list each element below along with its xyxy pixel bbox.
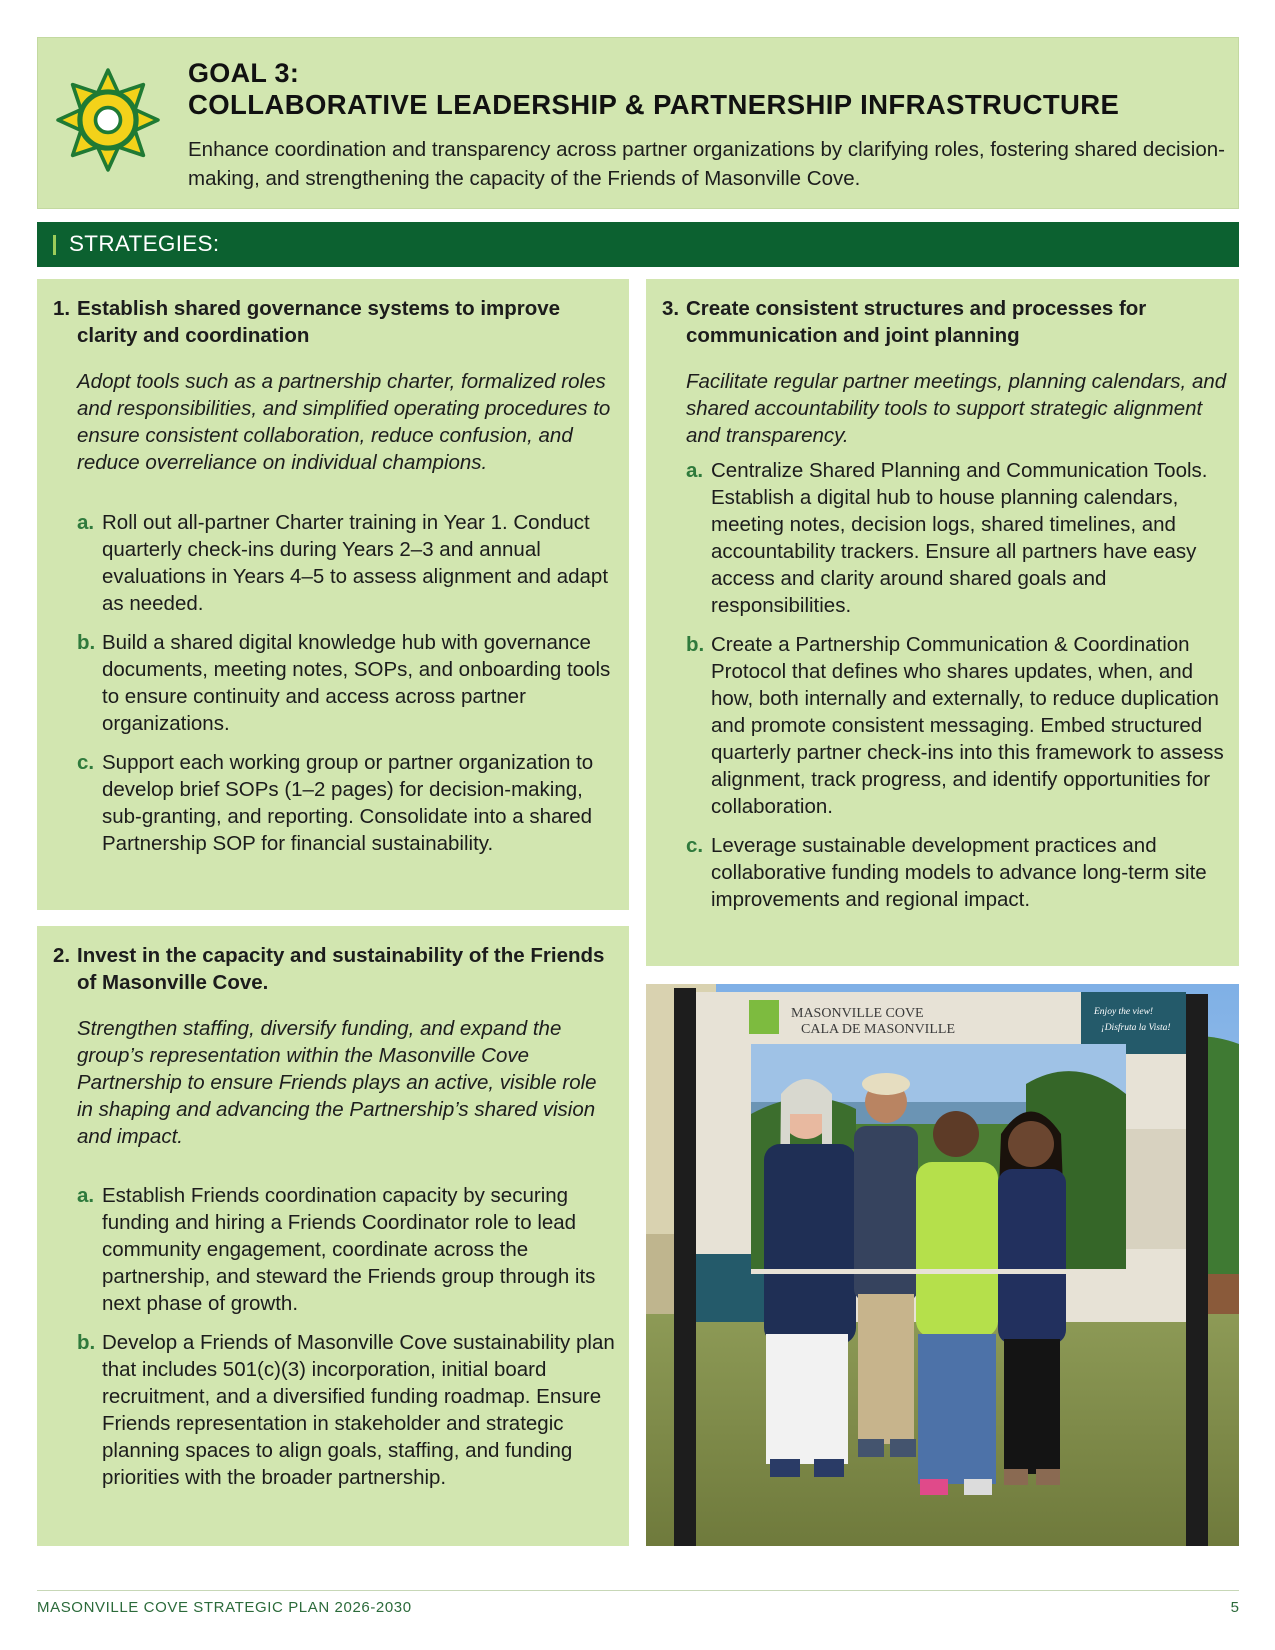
item-text: Create a Partnership Communication & Coordination Protocol that defines who shares updates, when, and how, both internally and externally, to reduce duplication and promote consistent messaging. Embed structured quarterly partner check-ins into this framework to assess alignment, track progress, and identify opportunities for collaboration.	[711, 633, 1224, 818]
item-text: Centralize Shared Planning and Communication Tools. Establish a digital hub to house planning calendars, meeting notes, decision logs, shared timelines, and accountability trackers. Ensure all partners have easy access and clarity around shared goals and responsibilities.	[711, 459, 1208, 617]
strategy-title-text: Invest in the capacity and sustainability of the Friends of Masonville Cove.	[77, 944, 605, 994]
strategy-number: 1.	[53, 297, 71, 320]
strategy-actions	[77, 1182, 619, 1503]
item-letter: b.	[686, 633, 705, 656]
item-letter: a.	[686, 459, 704, 482]
strategy-title	[53, 942, 615, 996]
strategy-actions	[686, 457, 1229, 925]
item-letter: c.	[686, 834, 704, 857]
item-text: Support each working group or partner organization to develop brief SOPs (1–2 pages) for decision-making, sub-granting, and reporting. Consolidate into a shared Partnership SOP for financial sustainability.	[102, 751, 594, 855]
footer-divider	[37, 1590, 1239, 1591]
partners-photo	[646, 984, 1239, 1546]
page-number: 5	[1230, 1599, 1239, 1616]
strategy-card-3	[646, 279, 1239, 966]
strategy-number: 2.	[53, 944, 71, 967]
goal-description: Enhance coordination and transparency across partner organizations by clarifying roles, fostering shared decision-making, and strengthening the capacity of the Friends of Masonville Cove.	[188, 138, 1225, 190]
item-letter: b.	[77, 1331, 96, 1354]
sign-tagline-en: Enjoy the view!	[1094, 1007, 1154, 1017]
strategy-intro: Facilitate regular partner meetings, planning calendars, and shared accountability tools to support strategic alignment and transparency.	[686, 370, 1227, 447]
strategy-title-text: Establish shared governance systems to improve clarity and coordination	[77, 297, 561, 347]
sign-tagline-es: ¡Disfruta la Vista!	[1101, 1023, 1171, 1033]
list-item	[686, 457, 1229, 619]
list-item	[77, 749, 619, 857]
sun-icon	[56, 68, 160, 172]
list-item	[77, 1182, 619, 1317]
item-letter: a.	[77, 511, 95, 534]
sign-subtitle: CALA DE MASONVILLE	[801, 1022, 955, 1037]
strategy-title	[53, 295, 615, 349]
person-2	[854, 1073, 918, 1457]
list-item	[686, 832, 1229, 913]
item-letter: b.	[77, 631, 96, 654]
strategy-card-1	[37, 279, 629, 910]
item-text: Develop a Friends of Masonville Cove sustainability plan that includes 501(c)(3) incorporation, initial board recruitment, and a diversified funding roadmap. Ensure Friends representation in stakeholder and strategic planning spaces to align goals, staffing, and funding priorities with the broader partnership.	[102, 1331, 615, 1489]
sign-title: MASONVILLE COVE	[791, 1006, 924, 1021]
strategy-actions	[77, 509, 619, 869]
strategy-number: 3.	[662, 297, 680, 320]
list-item	[77, 509, 619, 617]
goal-title: COLLABORATIVE LEADERSHIP & PARTNERSHIP INFRASTRUCTURE	[188, 89, 1120, 120]
strategies-label: STRATEGIES:	[69, 231, 220, 256]
strategy-card-2	[37, 926, 629, 1546]
item-letter: c.	[77, 751, 95, 774]
item-text: Establish Friends coordination capacity by securing funding and hiring a Friends Coordinator role to lead community engagement, coordinate across the partnership, and steward the Friends group through its next phase of growth.	[102, 1184, 596, 1315]
footer-title: MASONVILLE COVE STRATEGIC PLAN 2026-2030	[37, 1599, 412, 1616]
strategy-intro: Strengthen staffing, diversify funding, and expand the group’s representation within the Masonville Cove Partnership to ensure Friends plays an active, visible role in shaping and advancing the Partnership’s shared vision and impact.	[77, 1017, 597, 1148]
goal-header	[37, 37, 1239, 209]
strategy-title-text: Create consistent structures and processes for communication and joint planning	[686, 297, 1147, 347]
item-letter: a.	[77, 1184, 95, 1207]
list-item	[77, 629, 619, 737]
photo-illustration	[646, 984, 1239, 1546]
goal-number: GOAL 3:	[188, 58, 300, 88]
header-accent	[53, 235, 56, 255]
person-4	[998, 1112, 1066, 1486]
item-text: Leverage sustainable development practices and collaborative funding models to advance long-term site improvements and regional impact.	[711, 834, 1207, 911]
strategy-intro: Adopt tools such as a partnership charter, formalized roles and responsibilities, and simplified operating procedures to ensure consistent collaboration, reduce confusion, and reduce overreliance on individual champions.	[77, 370, 611, 474]
strategy-title	[662, 295, 1225, 349]
item-text: Roll out all-partner Charter training in Year 1. Conduct quarterly check-ins during Years 2–3 and annual evaluations in Years 4–5 to assess alignment and adapt as needed.	[102, 511, 609, 615]
list-item	[77, 1329, 619, 1491]
list-item	[686, 631, 1229, 820]
item-text: Build a shared digital knowledge hub with governance documents, meeting notes, SOPs, and onboarding tools to ensure continuity and access across partner organizations.	[102, 631, 611, 735]
strategies-header	[37, 222, 1239, 267]
person-3	[916, 1111, 998, 1495]
